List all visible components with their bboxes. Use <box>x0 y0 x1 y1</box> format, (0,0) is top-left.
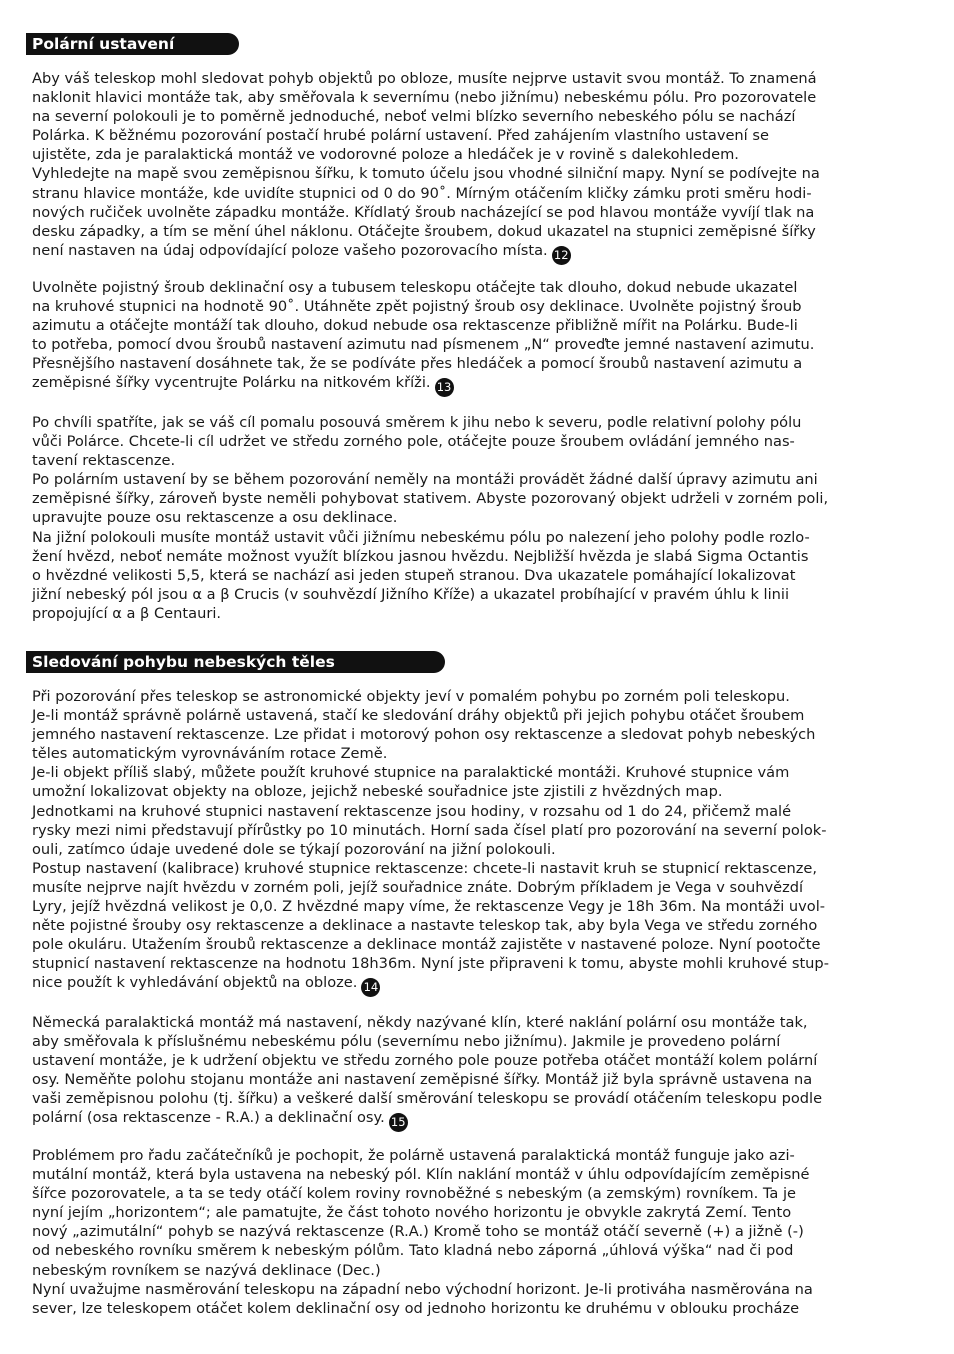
text-line-content: naklonit hlavici montáže tak, aby směřovala k severnímu (nebo jižnímu) nebeskému pólu. Pro pozorovatele <box>32 89 817 107</box>
text-line-content: Při pozorování přes teleskop se astronomické objekty jeví v pomalém pohybu po zorném poli teleskopu. <box>32 688 790 705</box>
text-line-content: Po chvíli spatříte, jak se váš cíl pomalu posouvá směrem k jihu nebo k severu, podle relativní polohy pólu <box>32 414 802 431</box>
text-line <box>32 432 920 451</box>
text-line <box>32 451 920 470</box>
text-line-content: osy. Neměňte polohu stojanu montáže ani nastavení zeměpisné šířky. Montáž již byla správně ustavena na <box>32 1071 813 1089</box>
text-line-content: nových ručiček uvolněte západku montáže. Křídlatý šroub nacházející se pod hlavou montáže vyvíjí tlak na <box>32 203 815 221</box>
text-line <box>32 1051 920 1070</box>
text-line <box>32 566 920 585</box>
text-line <box>32 859 920 878</box>
text-line <box>32 107 920 126</box>
text-line <box>32 335 920 354</box>
text-line-content: propojující α a β Centauri. <box>32 604 222 622</box>
text-line-content: Je-li objekt příliš slabý, můžete použít kruhové stupnice na paralaktické montáži. Kruhové stupnice vám <box>32 764 790 782</box>
text-line-content: Vyhledejte na mapě svou zeměpisnou šířku, k tomuto účelu jsou vhodné silniční mapy. Nyní se podívejte na <box>32 165 820 183</box>
paragraph <box>32 1146 920 1318</box>
text-line <box>32 69 920 88</box>
text-line-content: Lyry, jejíž hvězdná velikost je 0,0. Z hvězdné mapy víme, že rektascenze Vegy je 18h 36m. Na montáži uvol- <box>32 898 826 916</box>
text-line-content: nový „azimutální“ pohyb se nazývá rektascenze (R.A.) Kromě toho se montáž otáčí severně (+) a jižně (-) <box>32 1223 804 1241</box>
text-line-content: šířce pozorovatele, a ta se tedy otáčí kolem roviny rovnoběžné s nebeským (a zemským) rovníkem. Ta je <box>32 1185 797 1203</box>
text-line <box>32 297 920 316</box>
text-line <box>32 725 920 744</box>
text-line-content: Postup nastavení (kalibrace) kruhové stupnice rektascenze: chcete-li nastavit kruh se stupnicí rektascenze, <box>32 859 818 877</box>
text-line <box>32 782 920 801</box>
text-line-content: Německá paralaktická montáž má nastavení, někdy nazývané klín, které naklání polární osu montáže tak, <box>32 1014 808 1031</box>
text-line-content: jižní nebeský pól jsou α a β Crucis (v souhvězdí Jižního Kříže) a ukazatel probíhající v pravém úhlu k linii <box>32 585 790 603</box>
text-line <box>32 413 920 432</box>
text-line-content: Přesnějšího nastavení dosáhnete tak, že se podíváte přes hledáček a pomocí šroubů nastavení azimutu a <box>32 355 803 373</box>
text-line <box>32 316 920 335</box>
text-line <box>32 1222 920 1241</box>
text-line <box>32 547 920 566</box>
paragraph <box>32 687 920 997</box>
text-line <box>32 1261 920 1280</box>
text-line-content: Problémem pro řadu začátečníků je pochopit, že polárně ustavená paralaktická montáž funguje jako azi- <box>32 1147 795 1164</box>
text-line-content: tavení rektascenze. <box>32 452 176 470</box>
text-line <box>32 126 920 145</box>
text-line <box>32 954 920 973</box>
section-heading-tracking: Sledování pohybu nebeských těles <box>26 651 445 673</box>
text-line-content: ustavení montáže, je k udržení objektu ve středu zorného pole pouze potřeba otáčet montáží kolem polární <box>32 1052 818 1070</box>
text-line-content: Nyní uvažujme nasměrování teleskopu na západní nebo východní horizont. Je-li protiváha nasměrována na <box>32 1280 813 1298</box>
text-line <box>32 821 920 840</box>
text-line <box>32 604 920 623</box>
text-line-content: něte pojistné šrouby osy rektascenze a deklinace a nastavte teleskop tak, aby byla Vega ve středu zorného <box>32 917 818 935</box>
text-line-content: nebeským rovníkem se nazývá deklinace (Dec.) <box>32 1261 381 1279</box>
paragraph <box>32 278 920 397</box>
text-line <box>32 744 920 763</box>
figure-reference-badge: 14 <box>361 978 380 997</box>
text-line-content: ujistěte, zda je paralaktická montáž ve vodorovné poloze a hledáček je v rovině s dalekohledem. <box>32 146 739 164</box>
text-line <box>32 935 920 954</box>
text-line <box>32 802 920 821</box>
text-line-content: aby směřovala k příslušnému nebeskému pólu (severnímu nebo jižnímu). Jakmile je provedeno polární <box>32 1033 781 1051</box>
text-line <box>32 1070 920 1089</box>
text-line-content: zeměpisné šířky, zároveň byste neměli pohybovat stativem. Abyste pozorovaný objekt udrželi v zorném poli, <box>32 490 829 508</box>
text-line <box>32 1013 920 1032</box>
text-line <box>32 241 920 265</box>
text-line-content: Jednotkami na kruhové stupnici nastavení rektascenze jsou hodiny, v rozsahu od 1 do 24, přičemž malé <box>32 802 792 820</box>
text-line-content: sever, lze teleskopem otáčet kolem deklinační osy od jednoho horizontu ke druhému v oblouku procháze <box>32 1299 800 1317</box>
text-line-content: nyní jejím „horizontem“; ale pamatujte, že část tohoto nového horizontu je obvykle zakrytá Zemí. Tento <box>32 1204 792 1222</box>
text-line-content: Polárka. K běžnému pozorování postačí hrubé polární ustavení. Před zahájením vlastního ustavení se <box>32 127 769 145</box>
text-line <box>32 508 920 527</box>
text-line <box>32 88 920 107</box>
text-line <box>32 528 920 547</box>
figure-reference-badge: 13 <box>435 378 454 397</box>
text-line <box>32 763 920 782</box>
text-line <box>32 1089 920 1108</box>
text-line-content: vůči Polárce. Chcete-li cíl udržet ve středu zorného pole, otáčejte pouze šroubem ovládání jemného nas- <box>32 433 795 451</box>
figure-reference-badge: 12 <box>552 246 571 265</box>
text-line <box>32 706 920 725</box>
text-line <box>32 687 920 706</box>
text-line <box>32 840 920 859</box>
text-line <box>32 470 920 489</box>
text-line-content: Aby váš teleskop mohl sledovat pohyb objektů po obloze, musíte nejprve ustavit svou montáž. To znamená <box>32 70 817 87</box>
text-line <box>32 897 920 916</box>
text-line-content: zeměpisné šířky vycentrujte Polárku na nitkovém kříži. <box>32 374 431 392</box>
text-line-content: ouli, zatímco údaje uvedené dole se týkají pozorování na jižní polokouli. <box>32 840 556 858</box>
text-line <box>32 203 920 222</box>
text-line <box>32 1299 920 1318</box>
text-line <box>32 1032 920 1051</box>
text-line-content: není nastaven na údaj odpovídající poloze vašeho pozorovacího místa. <box>32 241 548 259</box>
paragraph <box>32 1013 920 1132</box>
text-line <box>32 878 920 897</box>
text-line-content: Uvolněte pojistný šroub deklinační osy a tubusem teleskopu otáčejte tak dlouho, dokud nebude ukazatel <box>32 279 798 296</box>
text-line <box>32 973 920 997</box>
text-line <box>32 489 920 508</box>
text-line <box>32 222 920 241</box>
text-line-content: azimutu a otáčejte montáží tak dlouho, dokud nebude osa rektascenze přibližně mířit na Polárku. Bude-li <box>32 317 798 335</box>
paragraph <box>32 69 920 265</box>
text-line-content: musíte nejprve najít hvězdu v zorném poli, jejíž souřadnice znáte. Dobrým příkladem je Vega v souhvězdí <box>32 878 804 896</box>
text-line <box>32 1241 920 1260</box>
text-line <box>32 184 920 203</box>
text-line-content: to potřeba, pomocí dvou šroubů nastavení azimutu nad písmenem „N“ proveďte jemné nastavení azimutu. <box>32 336 815 354</box>
figure-reference-badge: 15 <box>389 1113 408 1132</box>
paragraph <box>32 413 920 623</box>
text-line-content: jemného nastavení rektascenze. Lze přidat i motorový pohon osy rektascenze a sledovat pohyb nebeských <box>32 726 816 744</box>
text-line-content: stranu hlavice montáže, kde uvidíte stupnici od 0 do 90˚. Mírným otáčením kličky zámku proti směru hodi- <box>32 184 812 202</box>
text-line <box>32 585 920 604</box>
text-line-content: stupnicí nastavení rektascenze na hodnotu 18h36m. Nyní jste připraveni k tomu, abyste mohli kruhové stup- <box>32 955 829 973</box>
text-line-content: žení hvězd, neboť nemáte možnost využít blízkou jasnou hvězdu. Nejbližší hvězda je slabá Sigma Octantis <box>32 547 809 565</box>
text-line-content: upravujte pouze osu rektascenze a osu deklinace. <box>32 509 398 527</box>
text-line <box>32 164 920 183</box>
text-line-content: mutální montáž, která byla ustavena na nebeský pól. Klín naklání montáž v úhlu odpovídajícím zeměpisné <box>32 1166 810 1184</box>
text-line-content: na kruhové stupnici na hodnotě 90˚. Utáhněte zpět pojistný šroub osy deklinace. Uvolněte pojistný šroub <box>32 298 802 316</box>
text-line-content: nice použít k vyhledávání objektů na obloze. <box>32 974 358 992</box>
text-line <box>32 1165 920 1184</box>
text-line-content: desku západky, a tím se mění úhel náklonu. Otáčejte šroubem, dokud ukazatel na stupnici zeměpisné šířky <box>32 222 816 240</box>
text-line-content: rysky mezi nimi představují přírůstky po 10 minutách. Horní sada čísel platí pro pozorování na severní polok- <box>32 821 827 839</box>
text-line-content: Na jižní polokouli musíte montáž ustavit vůči jižnímu nebeskému pólu po nalezení jeho polohy podle rozlo- <box>32 528 810 546</box>
text-line-content: Je-li montáž správně polárně ustavená, stačí ke sledování dráhy objektů při jejich pohybu otáčet šroubem <box>32 707 805 725</box>
text-line-content: umožní lokalizovat objekty na obloze, jejichž nebeské souřadnice jste zjistili z hvězdných map. <box>32 783 723 801</box>
text-line <box>32 1203 920 1222</box>
text-line-content: pole okuláru. Utažením šroubů rektascenze a deklinace montáž zajistěte v nastavené poloze. Nyní pootočte <box>32 936 821 954</box>
text-line-content: polární (osa rektascenze - R.A.) a deklinační osy. <box>32 1109 385 1127</box>
text-line-content: od nebeského rovníku směrem k nebeským pólům. Tato kladná nebo záporná „úhlová výška“ nad či pod <box>32 1242 794 1260</box>
text-line <box>32 354 920 373</box>
section-heading-polar-alignment: Polární ustavení <box>26 33 239 55</box>
text-line <box>32 145 920 164</box>
text-line <box>32 373 920 397</box>
text-line-content: vaši zeměpisnou polohu (tj. šířku) a veškeré další směrování teleskopu se provádí otáčením teleskopu podle <box>32 1090 823 1108</box>
text-line-content: na severní polokouli je to poměrně jednoduché, neboť velmi blízko severního nebeského pólu se nachází <box>32 108 796 126</box>
text-line-content: těles automatickým vyrovnáváním rotace Země. <box>32 745 388 763</box>
text-line <box>32 1184 920 1203</box>
text-line-content: Po polárním ustavení by se během pozorování neměly na montáži provádět žádné další úpravy azimutu ani <box>32 471 818 489</box>
text-line <box>32 916 920 935</box>
text-line <box>32 1108 920 1132</box>
text-line <box>32 278 920 297</box>
text-line <box>32 1146 920 1165</box>
text-line-content: o hvězdné velikosti 5,5, která se nachází asi jeden stupeň stranou. Dva ukazatele pomáhající lokalizovat <box>32 566 796 584</box>
text-line <box>32 1280 920 1299</box>
